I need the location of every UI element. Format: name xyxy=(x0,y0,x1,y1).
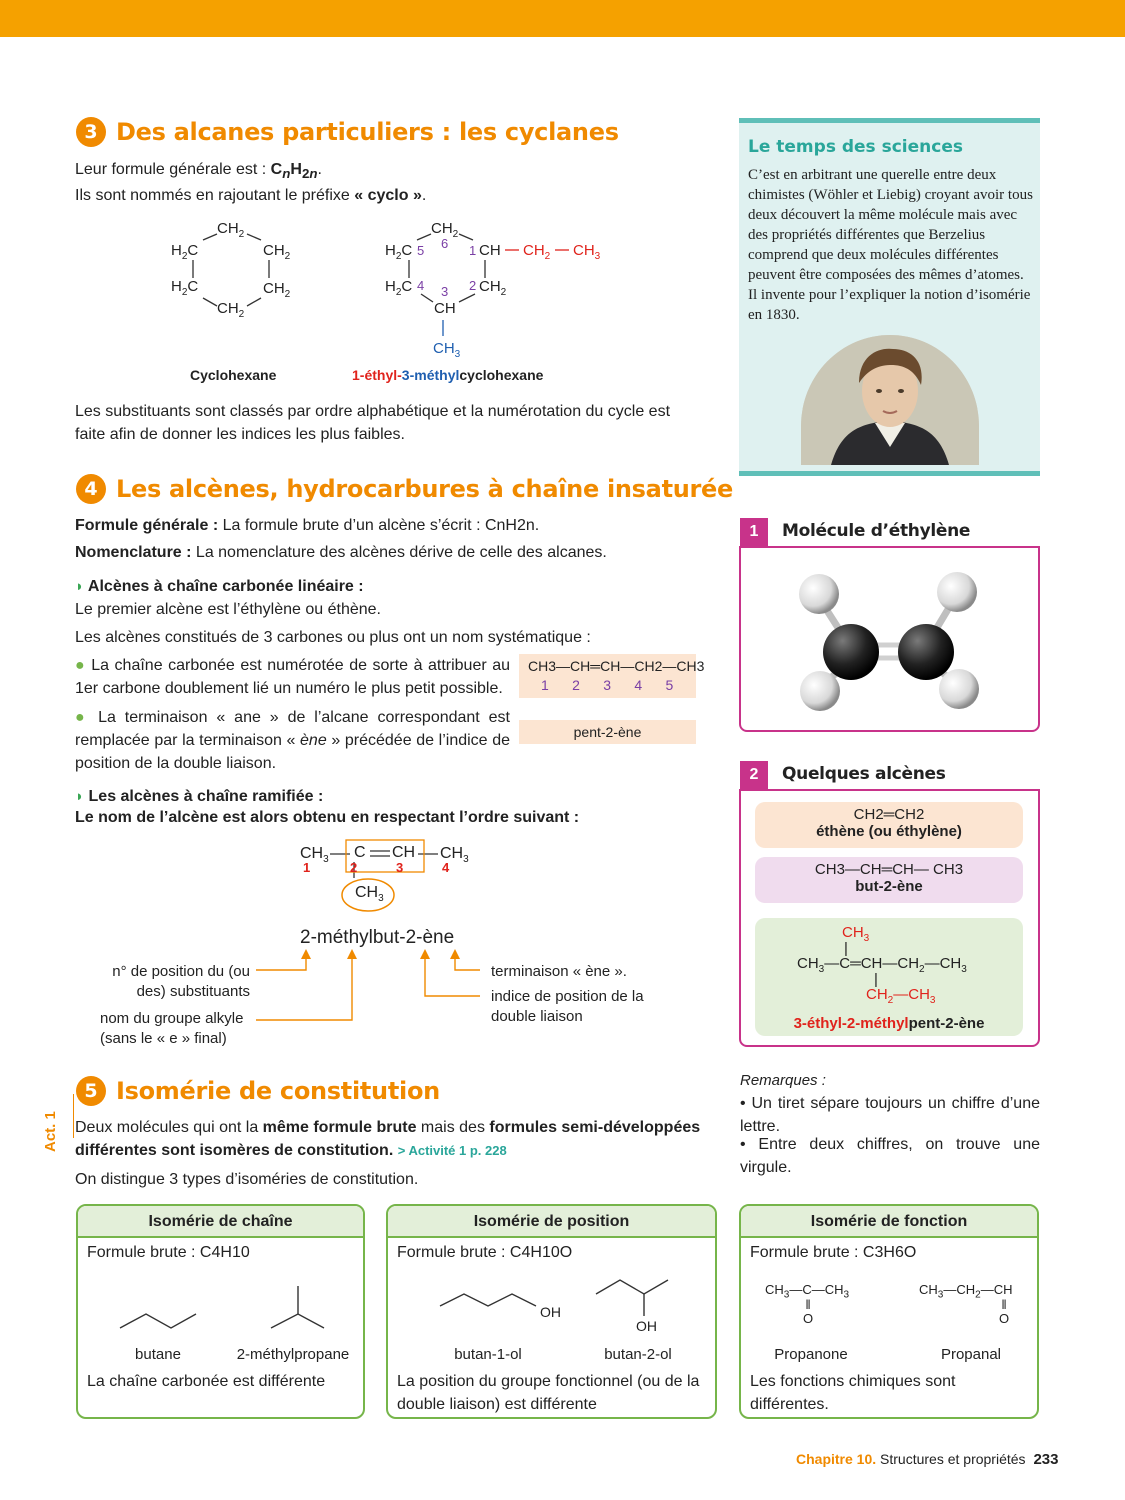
chapter-title: Structures et propriétés xyxy=(876,1451,1026,1467)
pentene-formula-box xyxy=(519,654,705,698)
locant-5: 5 xyxy=(417,243,425,258)
ch2-top: $CH_2$ xyxy=(217,220,245,240)
formula-label: Formule générale : xyxy=(75,517,219,534)
locant-3: 3 xyxy=(396,860,404,875)
science-box-text: C’est en arbitrant une querelle entre deux chimistes (Wöhler et Liebig) croyant avoir tous deux découvert la même molécule mais avec des propriétés différentes que Berzelius comprend que deux molécules différentes peuvent être composées des mêmes d’atomes. Il invente pour l’expliquer la notion d’isomérie en 1830. xyxy=(748,167,1033,323)
ch2-2: $CH_2$ xyxy=(479,278,507,298)
oh-group: OH xyxy=(540,1304,561,1320)
box-formula: Formule brute : C4H10O xyxy=(397,1244,573,1261)
caption-butan-1-ol: butan-1-ol xyxy=(454,1346,522,1363)
function-isomerism-box xyxy=(739,1204,1039,1419)
section-title: Isomérie de constitution xyxy=(116,1077,440,1105)
methylbutene-name: 2-méthylbut-2-ène xyxy=(300,927,455,948)
annotation-ending: terminaison « ène ». xyxy=(491,963,627,980)
locant-2: 2 xyxy=(350,860,358,875)
methylbutene-structure xyxy=(298,838,498,918)
pentene-formula: CH3—CH═CH—CH2—CH3 xyxy=(528,658,705,674)
text-fragment: Deux molécules qui ont la xyxy=(75,1119,263,1136)
butene-formula: CH3—CH═CH— CH3 xyxy=(814,861,964,878)
ch2-right: $CH_2$ xyxy=(263,242,291,262)
ethyl-methyl-cyclohexane-structure xyxy=(383,218,613,363)
main-chain: $CH_3—C═CH—CH_2—CH_3$ xyxy=(797,955,967,975)
prefix-cyclo: « cyclo » xyxy=(354,187,422,204)
bullet-icon: ● xyxy=(75,657,86,674)
box-title: Isomérie de fonction xyxy=(741,1206,1037,1238)
cyclohexane-label: Cyclohexane xyxy=(190,367,277,383)
name-base: pent-2-ène xyxy=(908,1015,985,1032)
linear-chain-subtitle xyxy=(75,575,364,598)
bold-fragment: formules semi-développées différentes sont isomères de constitution. xyxy=(75,1119,701,1159)
top-color-bar xyxy=(0,0,1125,37)
box-description: La position du groupe fonctionnel (ou de la double liaison) est différente xyxy=(397,1373,700,1413)
ethene-card xyxy=(755,802,1023,848)
page-number: 233 xyxy=(1033,1451,1059,1468)
section-title: Des alcanes particuliers : les cyclanes xyxy=(116,118,619,146)
systematic-name-line: Les alcènes constitués de 3 carbones ou plus ont un nom systématique : xyxy=(75,629,591,646)
activity-tag-text: Act. 1 xyxy=(42,1111,59,1152)
ethyl-ch2: $CH_2$ xyxy=(523,242,551,262)
box-description: Les fonctions chimiques sont différentes. xyxy=(750,1373,956,1413)
portrait-image xyxy=(801,335,979,465)
page-footer xyxy=(796,1451,1058,1468)
locant-1: 1 xyxy=(303,860,311,875)
general-formula: $C_nH_{2n}$ xyxy=(270,161,318,182)
document-number: 2 xyxy=(740,761,768,789)
substituted-cyclohexane-label xyxy=(352,367,543,383)
propanone-carbonyl: ‖ O xyxy=(803,1297,814,1326)
ch3-4: $CH_3$ xyxy=(440,845,469,866)
section-number: 5 xyxy=(76,1076,106,1106)
ch-3: CH xyxy=(392,844,416,861)
position-isomerism-box xyxy=(386,1204,717,1419)
box-title: Isomérie de position xyxy=(388,1206,715,1238)
caption-propanal: Propanal xyxy=(940,1346,1002,1363)
section-number: 4 xyxy=(76,474,106,504)
text-fragment: Leur formule générale est : xyxy=(75,161,271,178)
propanal-carbonyl: ‖ O xyxy=(999,1297,1010,1326)
pentene-name: pent-2-ène xyxy=(573,724,642,740)
locant-4: 4 xyxy=(442,860,450,875)
remarks-title: Remarques : xyxy=(740,1072,826,1089)
cyclane-rule-paragraph: Les substituants sont classés par ordre alphabétique et la numérotation du cycle est faite afin de donner les indices les plus faibles. xyxy=(75,403,671,443)
ending-bullet xyxy=(75,706,510,775)
pentene-numbering: 1 2 3 4 5 xyxy=(541,677,674,693)
label-base: cyclohexane xyxy=(459,367,544,383)
bullet-text: La terminaison « ane » de l’alcane correspondant est remplacée par la terminaison « xyxy=(75,709,511,749)
branched-chain-subtitle xyxy=(75,785,323,808)
science-box-title: Le temps des sciences xyxy=(748,137,963,157)
locant-6: 6 xyxy=(441,236,449,251)
pentene-name xyxy=(755,1015,1023,1032)
box-description: La chaîne carbonée est différente xyxy=(87,1373,326,1390)
activity-margin-tag xyxy=(34,1094,74,1174)
isomer-types-line: On distingue 3 types d’isoméries de constitution. xyxy=(75,1171,419,1188)
cyclohexane-structure xyxy=(165,218,305,328)
ethene-formula: CH2═CH2 xyxy=(853,806,925,823)
methyl-ch3: $CH_3$ xyxy=(433,340,461,360)
bullet-icon: ● xyxy=(75,709,90,726)
locant-2: 2 xyxy=(469,278,477,293)
subtitle-text: Les alcènes à chaîne ramifiée : xyxy=(88,788,324,805)
ethyl-ch3: $CH_3$ xyxy=(573,242,601,262)
label-methyl: 3-méthyl xyxy=(401,367,460,383)
h2c-4: $H_2C$ xyxy=(385,278,413,298)
bullet-text-end: » précédée de l’indice de position de la double liaison. xyxy=(75,732,511,772)
alkene-general-formula xyxy=(75,514,539,537)
h2c-left-bottom: $H_2C$ xyxy=(171,278,199,298)
pentene-name-box xyxy=(519,720,696,744)
ch2-bottom: $CH_2$ xyxy=(217,300,245,320)
oh-group: OH xyxy=(636,1318,657,1334)
emphasis-ene: ène xyxy=(300,732,327,749)
butene-card xyxy=(755,857,1023,903)
text-fragment: Ils sont nommés en rajoutant le préfixe xyxy=(75,187,355,204)
locant-4: 4 xyxy=(417,278,425,293)
chapter-label: Chapitre 10. xyxy=(796,1451,877,1467)
locant-1: 1 xyxy=(469,243,477,258)
annotation-double-bond-index: indice de position de la double liaison xyxy=(491,988,644,1025)
section-3-heading xyxy=(76,117,619,147)
activity-link[interactable]: > Activité 1 p. 228 xyxy=(397,1143,507,1158)
triangle-bullet-icon: ◗ xyxy=(75,578,85,595)
alkene-nomenclature xyxy=(75,541,607,564)
label-ethyl: 1-éthyl- xyxy=(352,367,402,383)
methyl-branch: $CH_3$ xyxy=(355,884,384,905)
nomenclature-label: Nomenclature : xyxy=(75,544,192,561)
name-annotation-arrows xyxy=(250,945,480,1025)
ethene-name: éthène (ou éthylène) xyxy=(816,823,962,840)
skeletal-structures xyxy=(436,1272,696,1342)
remark-1: • Un tiret sépare toujours un chiffre d’une lettre. xyxy=(740,1095,1040,1135)
document-number: 1 xyxy=(740,518,768,546)
ch2-top: $CH_2$ xyxy=(431,220,459,240)
caption-methylpropane: 2-méthylpropane xyxy=(236,1346,350,1363)
ch3-1: $CH_3$ xyxy=(300,845,329,866)
branched-rule-line: Le nom de l’alcène est alors obtenu en respectant l’ordre suivant : xyxy=(75,809,580,826)
chain-isomerism-box xyxy=(76,1204,365,1419)
c-2: C xyxy=(354,844,366,861)
h2c-5: $H_2C$ xyxy=(385,242,413,262)
propanal-structure: $CH_3—CH_2—CH$ xyxy=(919,1282,1013,1301)
subtitle-text: Alcènes à chaîne carbonée linéaire : xyxy=(87,578,364,595)
annotation-alkyl-group: nom du groupe alkyle (sans le « e » final) xyxy=(100,1010,244,1047)
skeletal-structures xyxy=(116,1286,336,1346)
cyclo-prefix-line: Ils sont nommés en rajoutant le préfixe « cyclo ». xyxy=(75,187,427,204)
science-history-box xyxy=(739,118,1040,476)
section-number: 3 xyxy=(76,117,106,147)
formula-text: La formule brute d’un alcène s’écrit : CnH2n. xyxy=(218,517,540,534)
name-substituents: 3-éthyl-2-méthyl xyxy=(793,1015,909,1032)
branch-ch3: $CH_3$ xyxy=(842,924,870,944)
bold-fragment: même formule brute xyxy=(262,1119,417,1136)
caption-butan-2-ol: butan-2-ol xyxy=(604,1346,672,1363)
section-4-heading xyxy=(76,474,733,504)
bullet-text: La chaîne carbonée est numérotée de sorte à attribuer au 1er carbone doublement lié un numéro le plus petit possible. xyxy=(75,657,510,697)
berzelius-portrait xyxy=(801,335,979,465)
triangle-bullet-icon: ◗ xyxy=(75,788,85,805)
bond-vertical: | xyxy=(844,940,848,957)
box-formula: Formule brute : C4H10 xyxy=(87,1244,250,1261)
annotation-position-number: n° de position du (ou des) substituants xyxy=(112,963,250,1000)
numbering-bullet xyxy=(75,654,510,700)
ethyl-branch: $CH_2—CH_3$ xyxy=(866,986,936,1006)
locant-3: 3 xyxy=(441,284,449,299)
document-title: Molécule d’éthylène xyxy=(782,521,971,541)
propanone-structure: $CH_3—C—CH_3$ xyxy=(765,1282,850,1301)
cyclane-formula-line: Leur formule générale est : $C_nH_{2n}$. xyxy=(75,161,322,182)
bond-vertical: | xyxy=(874,971,878,988)
first-alkene-line: Le premier alcène est l’éthylène ou éthène. xyxy=(75,601,381,618)
box-title: Isomérie de chaîne xyxy=(78,1206,363,1238)
ethyl-methyl-pentene-card xyxy=(755,918,1023,1036)
ch2-right-bottom: $CH_2$ xyxy=(263,280,291,300)
ch-3: CH xyxy=(434,300,456,317)
section-5-heading xyxy=(76,1076,440,1106)
document-title: Quelques alcènes xyxy=(782,764,946,784)
h2c-left: $H_2C$ xyxy=(171,242,199,262)
ethylene-molecule-box xyxy=(739,546,1040,732)
text-fragment: mais des xyxy=(416,1119,490,1136)
box-formula: Formule brute : C3H6O xyxy=(750,1244,917,1261)
ethylene-3d-model xyxy=(741,548,1038,730)
butene-name: but-2-ène xyxy=(855,878,923,895)
caption-propanone: Propanone xyxy=(774,1346,848,1363)
nomenclature-text: La nomenclature des alcènes dérive de celle des alcanes. xyxy=(191,544,607,561)
section-title: Les alcènes, hydrocarbures à chaîne insaturée xyxy=(116,475,734,503)
isomer-definition xyxy=(75,1116,715,1162)
ch-1: CH xyxy=(479,242,501,259)
caption-butane: butane xyxy=(135,1346,181,1363)
remark-2: • Entre deux chiffres, on trouve une virgule. xyxy=(740,1136,1040,1176)
